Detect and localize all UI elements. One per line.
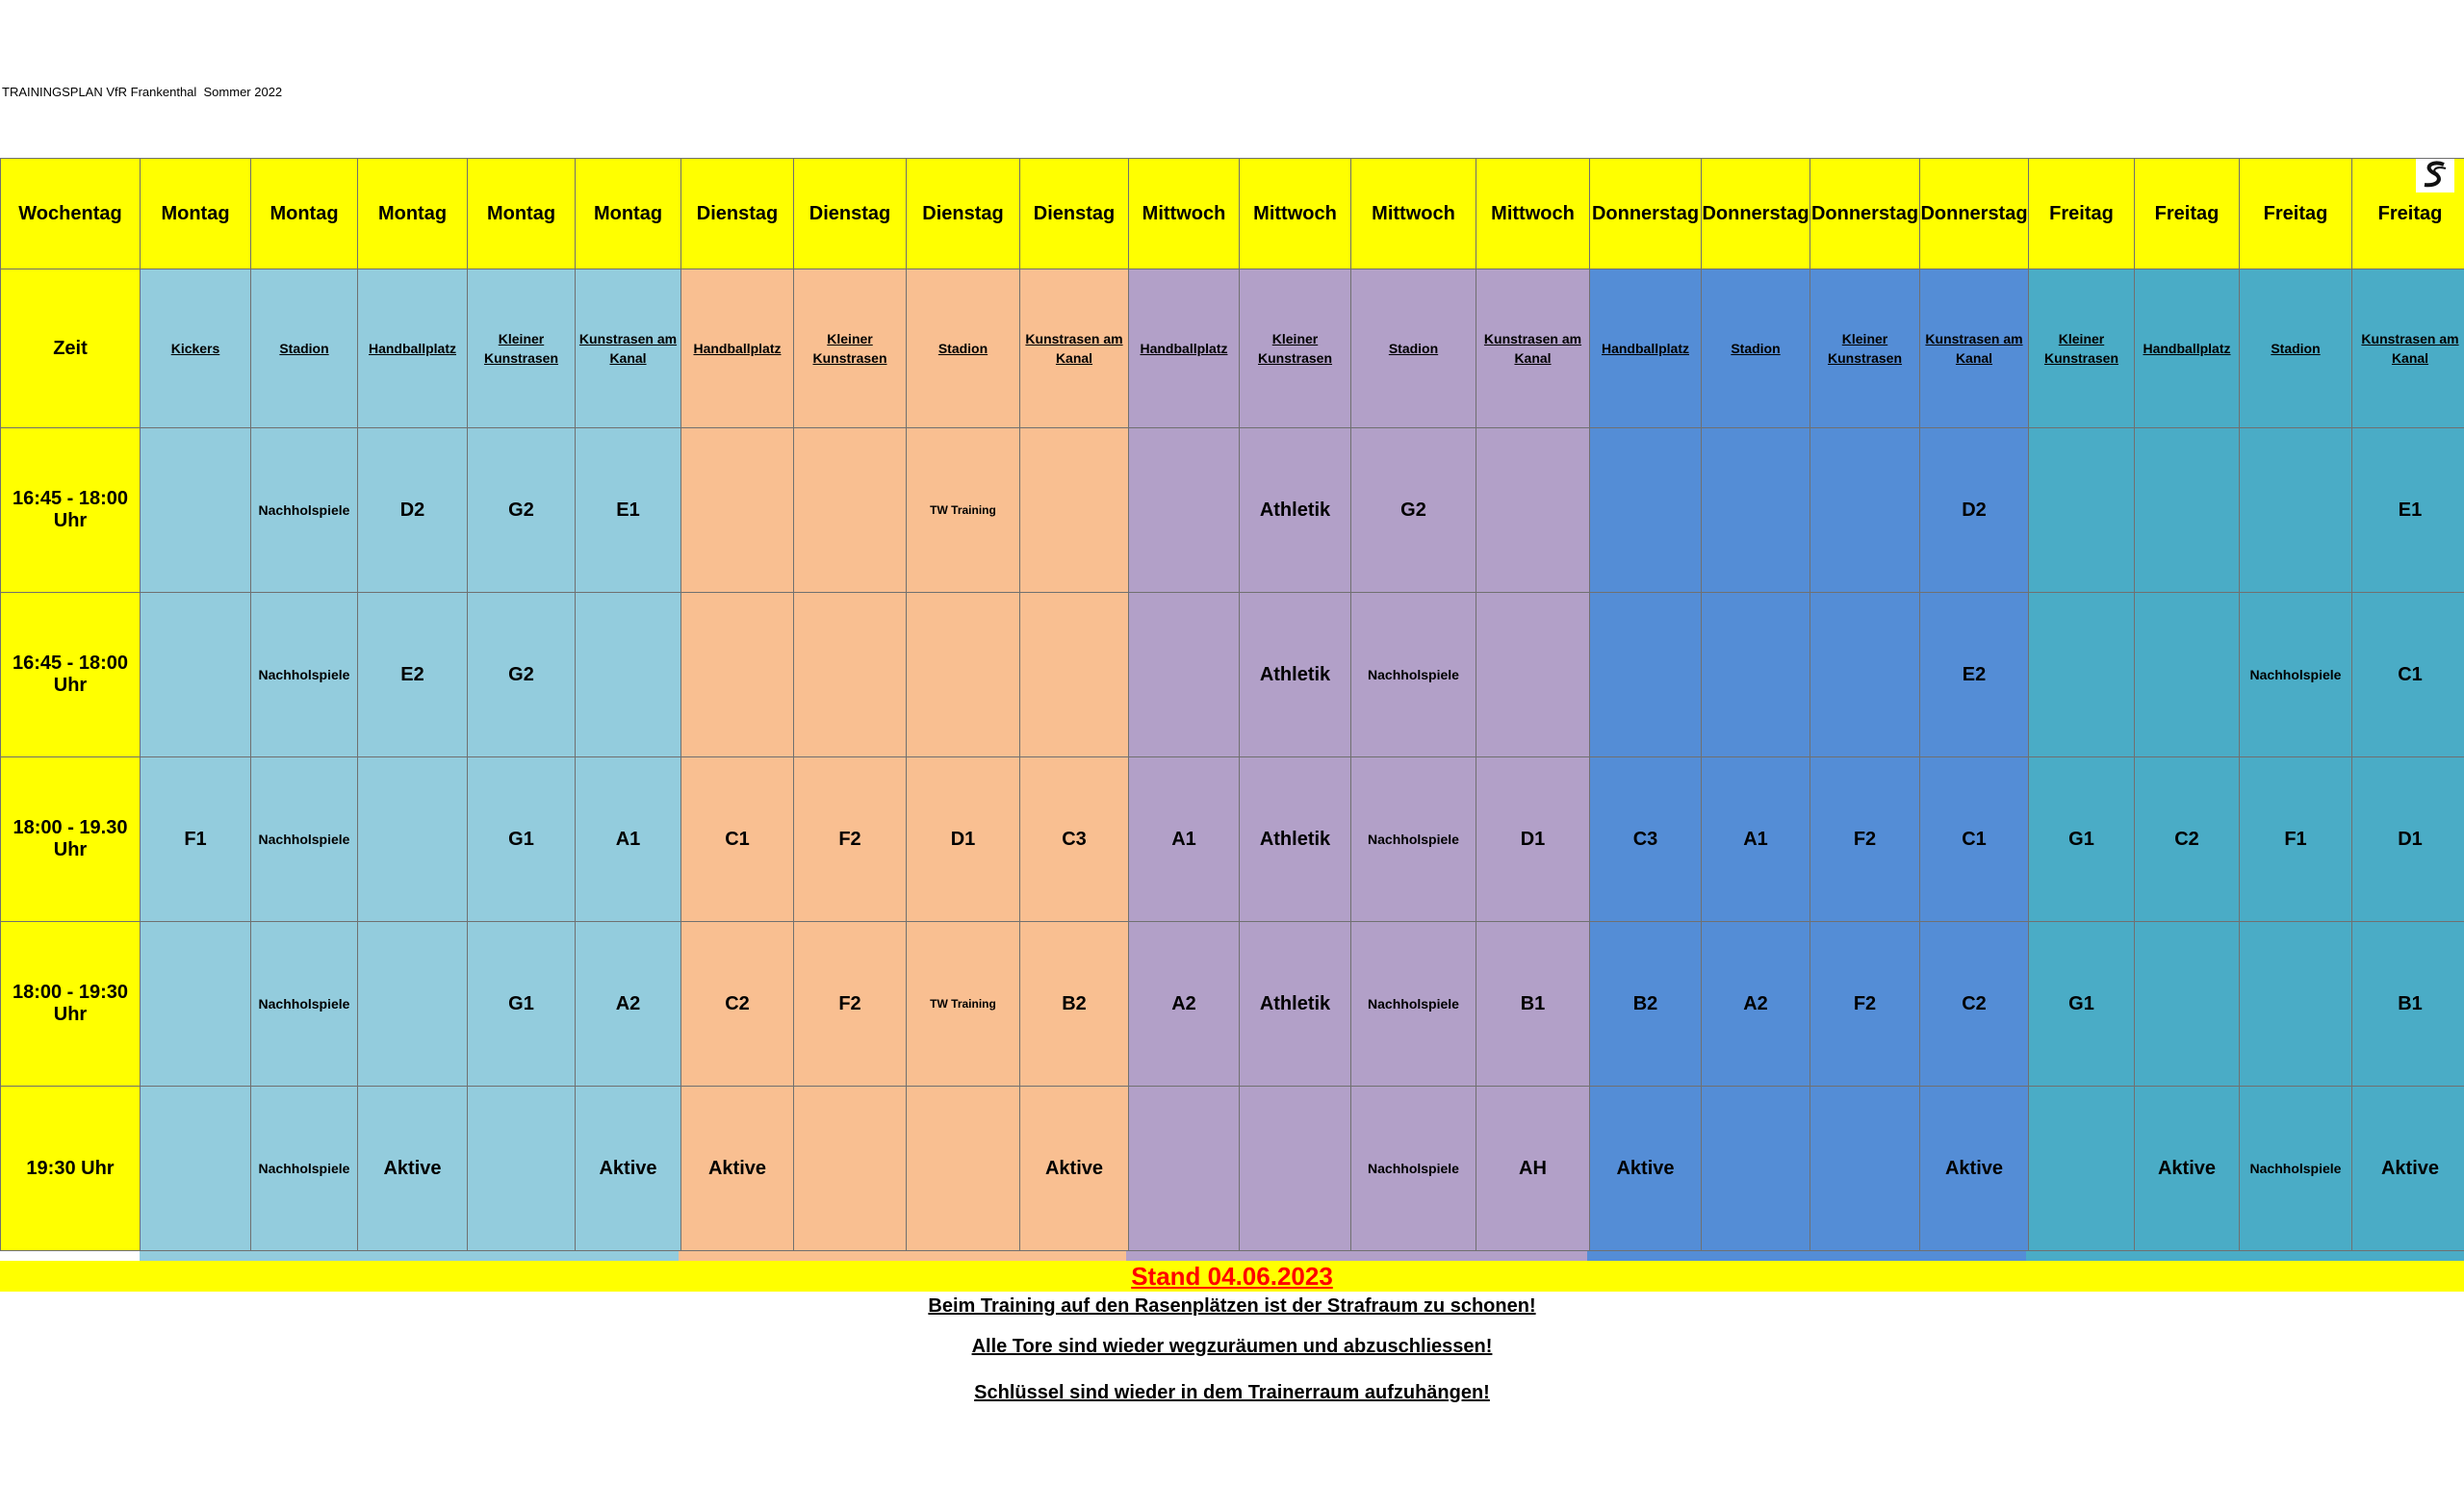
schedule-cell: TW Training <box>907 922 1020 1087</box>
schedule-cell <box>141 1087 251 1251</box>
place-header: Kunstrasen am Kanal <box>1020 269 1129 428</box>
schedule-cell: AH <box>1476 1087 1590 1251</box>
schedule-cell: Athletik <box>1240 428 1351 593</box>
place-header: Handballplatz <box>358 269 468 428</box>
schedule-cell <box>1129 1087 1240 1251</box>
place-header: Stadion <box>907 269 1020 428</box>
schedule-cell: Nachholspiele <box>251 757 358 922</box>
schedule-cell: G2 <box>468 593 576 757</box>
schedule-cell: E2 <box>1920 593 2029 757</box>
club-crest-icon <box>2416 159 2454 193</box>
schedule-cell <box>1702 1087 1810 1251</box>
place-header: Kleiner Kunstrasen <box>794 269 907 428</box>
place-header: Kunstrasen am Kanal <box>1920 269 2029 428</box>
day-header: Donnerstag <box>1702 159 1810 269</box>
day-header: Montag <box>141 159 251 269</box>
schedule-cell: Aktive <box>2135 1087 2240 1251</box>
day-header: Montag <box>576 159 681 269</box>
schedule-cell <box>2029 593 2135 757</box>
schedule-cell <box>2240 428 2352 593</box>
schedule-cell <box>794 1087 907 1251</box>
day-header: Mittwoch <box>1476 159 1590 269</box>
schedule-cell: F1 <box>2240 757 2352 922</box>
schedule-cell <box>1810 1087 1920 1251</box>
day-header: Freitag <box>2240 159 2352 269</box>
place-header: Kunstrasen am Kanal <box>576 269 681 428</box>
schedule-cell: Nachholspiele <box>1351 757 1476 922</box>
schedule-cell <box>1476 593 1590 757</box>
schedule-cell: Nachholspiele <box>2240 593 2352 757</box>
schedule-cell <box>2240 922 2352 1087</box>
day-header: Mittwoch <box>1129 159 1240 269</box>
day-header: Montag <box>468 159 576 269</box>
schedule-cell: Nachholspiele <box>1351 593 1476 757</box>
day-header: Freitag <box>2135 159 2240 269</box>
schedule-cell: E1 <box>2352 428 2464 593</box>
schedule-cell <box>681 593 794 757</box>
schedule-cell: Nachholspiele <box>2240 1087 2352 1251</box>
schedule-cell <box>358 922 468 1087</box>
schedule-cell: Aktive <box>1920 1087 2029 1251</box>
place-header: Kunstrasen am Kanal <box>1476 269 1590 428</box>
schedule-cell: E1 <box>576 428 681 593</box>
time-slot-label: 16:45 - 18:00 Uhr <box>1 428 141 593</box>
schedule-cell: F2 <box>1810 757 1920 922</box>
schedule-cell: Aktive <box>681 1087 794 1251</box>
wochentag-header: Wochentag <box>1 159 141 269</box>
schedule-cell: D2 <box>358 428 468 593</box>
place-header: Stadion <box>251 269 358 428</box>
schedule-cell <box>141 428 251 593</box>
schedule-cell: C1 <box>2352 593 2464 757</box>
schedule-cell: B2 <box>1590 922 1702 1087</box>
schedule-cell: Athletik <box>1240 593 1351 757</box>
schedule-cell <box>1129 593 1240 757</box>
schedule-cell <box>1240 1087 1351 1251</box>
schedule-cell <box>1476 428 1590 593</box>
schedule-cell <box>907 593 1020 757</box>
schedule-cell: G1 <box>468 757 576 922</box>
day-header: Mittwoch <box>1240 159 1351 269</box>
schedule-cell: C1 <box>1920 757 2029 922</box>
schedule-cell: D1 <box>1476 757 1590 922</box>
schedule-cell <box>681 428 794 593</box>
day-header: Montag <box>251 159 358 269</box>
schedule-cell: Athletik <box>1240 757 1351 922</box>
schedule-cell <box>1810 428 1920 593</box>
schedule-cell: A2 <box>1702 922 1810 1087</box>
schedule-cell: Nachholspiele <box>251 1087 358 1251</box>
day-header: Donnerstag <box>1920 159 2029 269</box>
schedule-cell: Aktive <box>1590 1087 1702 1251</box>
schedule-cell: D1 <box>907 757 1020 922</box>
schedule-cell: Aktive <box>358 1087 468 1251</box>
schedule-cell: F2 <box>794 757 907 922</box>
schedule-cell: Athletik <box>1240 922 1351 1087</box>
schedule-cell: Nachholspiele <box>251 922 358 1087</box>
schedule-cell: F2 <box>1810 922 1920 1087</box>
schedule-cell: A1 <box>1702 757 1810 922</box>
schedule-cell: B1 <box>2352 922 2464 1087</box>
schedule-cell: E2 <box>358 593 468 757</box>
zeit-header: Zeit <box>1 269 141 428</box>
note-tore: Alle Tore sind wieder wegzuräumen und abzuschliessen! <box>971 1336 1493 1357</box>
schedule-cell <box>1810 593 1920 757</box>
schedule-cell <box>1590 428 1702 593</box>
schedule-cell <box>141 922 251 1087</box>
schedule-cell: A2 <box>576 922 681 1087</box>
place-header: Kleiner Kunstrasen <box>468 269 576 428</box>
schedule-cell: B2 <box>1020 922 1129 1087</box>
day-header: Dienstag <box>794 159 907 269</box>
place-header: Stadion <box>1702 269 1810 428</box>
day-header: Montag <box>358 159 468 269</box>
note-strafraum: Beim Training auf den Rasenplätzen ist der Strafraum zu schonen! <box>928 1295 1536 1317</box>
time-slot-label: 16:45 - 18:00 Uhr <box>1 593 141 757</box>
note-schluessel: Schlüssel sind wieder in dem Trainerraum aufzuhängen! <box>974 1382 1490 1403</box>
schedule-cell: G1 <box>2029 757 2135 922</box>
schedule-cell <box>2135 593 2240 757</box>
day-header: Dienstag <box>681 159 794 269</box>
schedule-cell: Aktive <box>576 1087 681 1251</box>
schedule-cell: TW Training <box>907 428 1020 593</box>
schedule-cell: D2 <box>1920 428 2029 593</box>
plan-title: TRAININGSPLAN VfR Frankenthal Sommer 2022 <box>2 85 283 99</box>
place-header: Kleiner Kunstrasen <box>2029 269 2135 428</box>
schedule-cell <box>141 593 251 757</box>
time-slot-label: 18:00 - 19.30 Uhr <box>1 757 141 922</box>
schedule-cell: Nachholspiele <box>1351 1087 1476 1251</box>
schedule-cell: D1 <box>2352 757 2464 922</box>
time-slot-label: 18:00 - 19:30 Uhr <box>1 922 141 1087</box>
schedule-cell <box>907 1087 1020 1251</box>
schedule-cell: B1 <box>1476 922 1590 1087</box>
schedule-cell: Nachholspiele <box>251 593 358 757</box>
schedule-cell: G2 <box>1351 428 1476 593</box>
schedule-cell: C3 <box>1590 757 1702 922</box>
stand-date: Stand 04.06.2023 <box>1131 1262 1333 1291</box>
schedule-cell <box>576 593 681 757</box>
schedule-cell: A2 <box>1129 922 1240 1087</box>
place-header: Handballplatz <box>2135 269 2240 428</box>
schedule-cell: G1 <box>468 922 576 1087</box>
schedule-cell <box>1590 593 1702 757</box>
schedule-cell: C3 <box>1020 757 1129 922</box>
schedule-cell <box>2029 1087 2135 1251</box>
schedule-cell: G1 <box>2029 922 2135 1087</box>
schedule-cell <box>358 757 468 922</box>
schedule-cell: A1 <box>1129 757 1240 922</box>
day-header: Mittwoch <box>1351 159 1476 269</box>
schedule-cell: C1 <box>681 757 794 922</box>
schedule-cell: A1 <box>576 757 681 922</box>
schedule-cell <box>1020 593 1129 757</box>
schedule-cell: Nachholspiele <box>1351 922 1476 1087</box>
day-header: Dienstag <box>907 159 1020 269</box>
day-header: Donnerstag <box>1810 159 1920 269</box>
schedule-cell: C2 <box>1920 922 2029 1087</box>
day-header-label: Freitag <box>2377 202 2443 224</box>
training-schedule-table <box>0 158 2464 1251</box>
schedule-cell: F1 <box>141 757 251 922</box>
schedule-cell <box>794 593 907 757</box>
day-header: Freitag <box>2029 159 2135 269</box>
place-header: Kleiner Kunstrasen <box>1240 269 1351 428</box>
schedule-cell: Aktive <box>2352 1087 2464 1251</box>
place-header: Kickers <box>141 269 251 428</box>
schedule-cell <box>1129 428 1240 593</box>
schedule-cell: C2 <box>2135 757 2240 922</box>
day-header <box>2352 159 2464 269</box>
schedule-cell <box>1702 593 1810 757</box>
place-header: Handballplatz <box>681 269 794 428</box>
time-slot-label: 19:30 Uhr <box>1 1087 141 1251</box>
schedule-cell: Nachholspiele <box>251 428 358 593</box>
schedule-cell: C2 <box>681 922 794 1087</box>
place-header: Kunstrasen am Kanal <box>2352 269 2464 428</box>
day-header: Dienstag <box>1020 159 1129 269</box>
schedule-cell <box>2029 428 2135 593</box>
place-header: Stadion <box>2240 269 2352 428</box>
place-header: Handballplatz <box>1590 269 1702 428</box>
schedule-cell <box>2135 922 2240 1087</box>
day-header: Donnerstag <box>1590 159 1702 269</box>
schedule-cell: F2 <box>794 922 907 1087</box>
schedule-cell <box>2135 428 2240 593</box>
place-header: Handballplatz <box>1129 269 1240 428</box>
schedule-cell <box>794 428 907 593</box>
place-header: Stadion <box>1351 269 1476 428</box>
schedule-cell: Aktive <box>1020 1087 1129 1251</box>
schedule-cell <box>1702 428 1810 593</box>
schedule-cell <box>1020 428 1129 593</box>
schedule-cell <box>468 1087 576 1251</box>
schedule-cell: G2 <box>468 428 576 593</box>
place-header: Kleiner Kunstrasen <box>1810 269 1920 428</box>
